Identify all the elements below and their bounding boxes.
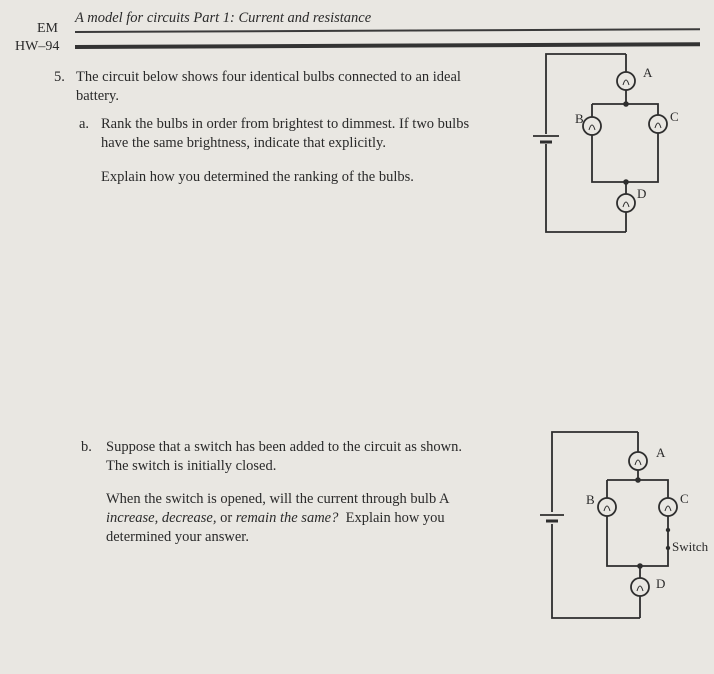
part-a-explain: Explain how you determined the ranking of the bulbs.	[101, 169, 414, 185]
problem-intro-line1: The circuit below shows four identical bulbs connected to an ideal	[76, 69, 461, 85]
bulb-d-icon	[631, 578, 649, 596]
part-b-line2: The switch is initially closed.	[106, 458, 277, 474]
part-b-label: b.	[81, 439, 92, 455]
part-a-line2: have the same brightness, indicate that explicitly.	[101, 135, 386, 151]
bulb-a-icon	[617, 72, 635, 90]
bulb-c-icon	[649, 115, 667, 133]
problem-intro-line2: battery.	[76, 88, 119, 104]
bulb-b-label: B	[575, 111, 584, 126]
bulb-a-label: A	[656, 445, 666, 460]
bulb-b-label: B	[586, 492, 595, 507]
choice-increase-decrease: increase, decrease,	[106, 510, 217, 526]
bulb-c-label: C	[680, 491, 689, 506]
bulb-d-label: D	[656, 576, 666, 591]
bulb-c-label: C	[670, 109, 679, 124]
explain-prompt: Explain how you	[338, 510, 445, 526]
bulb-a-icon	[629, 452, 647, 470]
bulb-d-icon	[617, 194, 635, 212]
part-b-line1: Suppose that a switch has been added to the circuit as shown.	[106, 439, 462, 455]
homework-id: HW–94	[15, 39, 60, 54]
part-a-label: a.	[79, 116, 90, 132]
choice-or: or	[216, 510, 236, 526]
bulb-b-icon	[598, 498, 616, 516]
circuit-diagram-a	[520, 50, 700, 240]
header-rule-thin	[75, 28, 700, 33]
bulb-a-label: A	[643, 65, 653, 80]
circuit-diagram-b	[530, 428, 714, 623]
part-b-question-line3: determined your answer.	[106, 529, 249, 545]
problem-number: 5.	[54, 69, 65, 85]
section-code: EM	[37, 21, 58, 36]
part-a-line1: Rank the bulbs in order from brightest to dimmest. If two bulbs	[101, 116, 470, 132]
page-title: A model for circuits Part 1: Current and resistance	[75, 10, 372, 26]
bulb-d-label: D	[637, 186, 647, 201]
header-rule-thick	[75, 42, 700, 49]
part-b-question-line1: When the switch is opened, will the current through bulb A	[106, 491, 450, 507]
bulb-c-icon	[659, 498, 677, 516]
part-b-question-line2	[106, 509, 445, 528]
bulb-b-icon	[583, 117, 601, 135]
switch-label: Switch	[672, 539, 709, 554]
choice-remain-same: remain the same?	[235, 510, 339, 526]
